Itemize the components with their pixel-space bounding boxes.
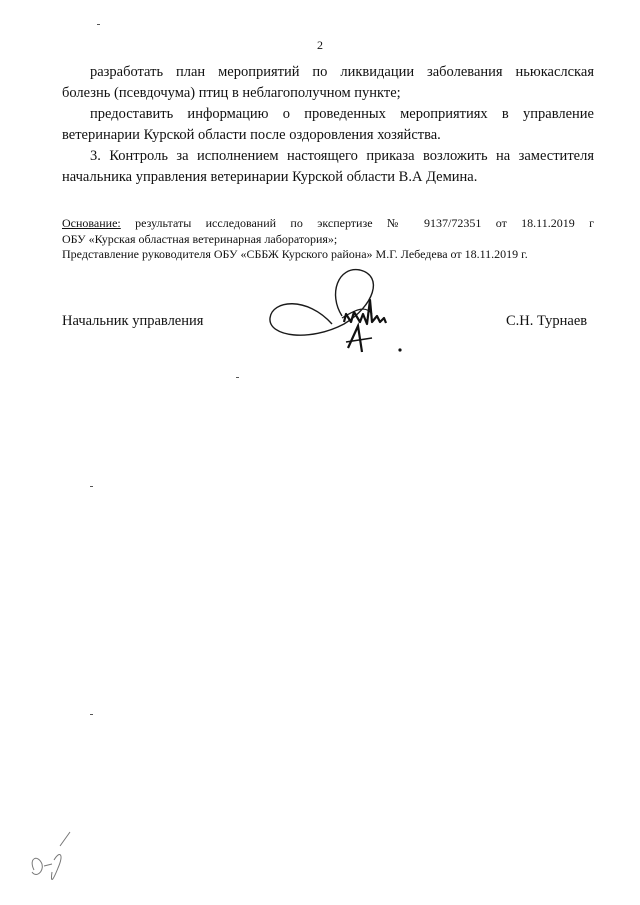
- scan-speck: [90, 486, 93, 487]
- scan-speck: [97, 24, 100, 25]
- basis-line-1: [62, 215, 594, 231]
- paragraph-plan-line-2: болезнь (псевдочума) птиц в неблагополучном пункте;: [62, 85, 401, 101]
- basis-label: Основание:: [62, 216, 121, 230]
- paragraph-info-line-2: ветеринарии Курской области после оздоровления хозяйства.: [62, 127, 441, 143]
- paragraph-info-line-1: предоставить информацию о проведенных мероприятиях в управление: [90, 106, 594, 122]
- paragraph-control-line-1: 3. Контроль за исполнением настоящего приказа возложить на заместителя: [90, 148, 594, 164]
- basis-text: результаты исследований по экспертизе № 9137/72351 от 18.11.2019 г: [120, 216, 594, 230]
- basis-line-3: Представление руководителя ОБУ «СББЖ Курского района» М.Г. Лебедева от 18.11.2019 г.: [62, 247, 528, 261]
- basis-line-2: ОБУ «Курская областная ветеринарная лаборатория»;: [62, 232, 338, 246]
- scan-speck: [90, 714, 93, 715]
- signatory-name: С.Н. Турнаев: [506, 313, 588, 329]
- signatory-position: Начальник управления: [62, 313, 204, 329]
- handwritten-initials: [20, 830, 80, 890]
- scan-speck: [236, 377, 239, 378]
- handwritten-signature: [262, 262, 422, 362]
- paragraph-plan-line-1: разработать план мероприятий по ликвидации заболевания ньюкаслская: [90, 64, 594, 80]
- paragraph-control-line-2: начальника управления ветеринарии Курской области В.А Демина.: [62, 169, 478, 185]
- page-number: 2: [317, 38, 323, 52]
